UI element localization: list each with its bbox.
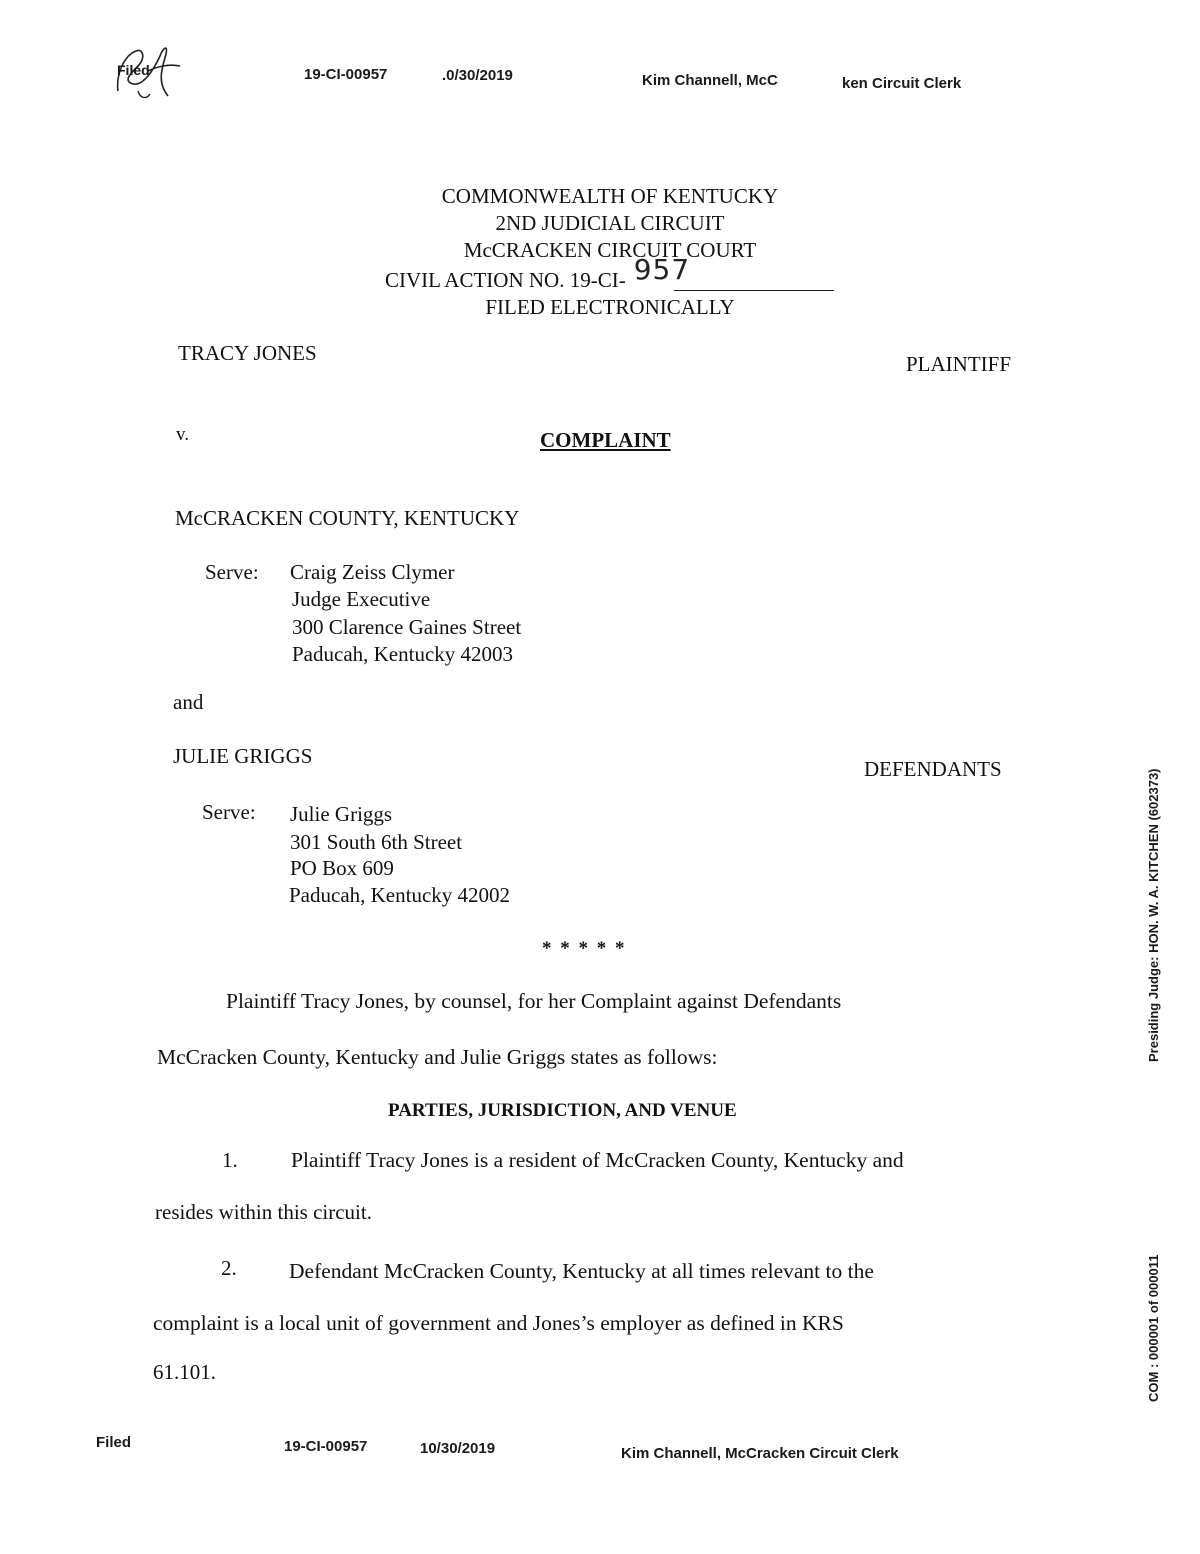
page-id-stamp: COM : 000001 of 000011 [1146, 1254, 1161, 1402]
plaintiff-label: PLAINTIFF [906, 352, 1012, 376]
serve2-name: Julie Griggs [290, 802, 393, 826]
paragraph-2-line-3: 61.101. [153, 1360, 216, 1384]
header-clerk-part2: ken Circuit Clerk [842, 75, 962, 92]
header-date: .0/30/2019 [442, 67, 513, 84]
footer-clerk: Kim Channell, McCracken Circuit Clerk [621, 1445, 899, 1462]
civil-action-handwritten-number: 957 [633, 253, 691, 286]
header-case-number: 19-CI-00957 [304, 66, 388, 83]
intro-line-1: Plaintiff Tracy Jones, by counsel, for her Complaint against Defendants [226, 989, 842, 1013]
section-separator: * * * * * [542, 938, 627, 959]
caption-commonwealth: COMMONWEALTH OF KENTUCKY [441, 184, 779, 208]
paragraph-2-line-1: Defendant McCracken County, Kentucky at all times relevant to the [289, 1259, 874, 1283]
plaintiff-name: TRACY JONES [178, 341, 317, 365]
civil-action-prefix: CIVIL ACTION NO. 19-CI- [385, 268, 626, 292]
serve1-title: Judge Executive [292, 587, 431, 611]
paragraph-2-number: 2. [221, 1256, 237, 1280]
serve2-street: 301 South 6th Street [290, 830, 463, 854]
serve-label-2: Serve: [202, 800, 256, 824]
paragraph-1-line-1: Plaintiff Tracy Jones is a resident of McCracken County, Kentucky and [291, 1148, 904, 1172]
footer-date: 10/30/2019 [420, 1440, 496, 1457]
footer-filed-label: Filed [96, 1434, 132, 1451]
intro-line-2: McCracken County, Kentucky and Julie Griggs states as follows: [157, 1045, 718, 1069]
footer-case-number: 19-CI-00957 [284, 1438, 368, 1455]
serve-label-1: Serve: [205, 560, 259, 584]
caption-filed-electronically: FILED ELECTRONICALLY [485, 295, 735, 319]
defendant-county: McCRACKEN COUNTY, KENTUCKY [175, 506, 520, 530]
and-conjunction: and [173, 690, 204, 714]
section-heading: PARTIES, JURISDICTION, AND VENUE [388, 1100, 737, 1121]
versus: v. [176, 424, 190, 445]
caption-judicial-circuit: 2ND JUDICIAL CIRCUIT [495, 211, 725, 235]
serve1-street: 300 Clarence Gaines Street [292, 615, 522, 639]
paragraph-1-line-2: resides within this circuit. [155, 1200, 372, 1224]
caption-court: McCRACKEN CIRCUIT COURT [463, 238, 757, 262]
defendant-griggs: JULIE GRIGGS [173, 744, 313, 768]
serve2-city: Paducah, Kentucky 42002 [289, 883, 511, 907]
header-clerk-part1: Kim Channell, McC [642, 72, 778, 89]
paragraph-1-number: 1. [222, 1148, 238, 1172]
civil-action-underline [674, 290, 834, 291]
court-caption [380, 183, 840, 321]
paragraph-2-line-2: complaint is a local unit of government and Jones’s employer as defined in KRS [153, 1311, 844, 1335]
serve1-city: Paducah, Kentucky 42003 [292, 642, 514, 666]
document-title: COMPLAINT [540, 428, 671, 452]
defendants-label: DEFENDANTS [864, 757, 1002, 781]
serve1-name: Craig Zeiss Clymer [290, 560, 455, 584]
serve2-pobox: PO Box 609 [290, 856, 394, 880]
header-filed-label: Filed [117, 62, 150, 78]
presiding-judge-stamp: Presiding Judge: HON. W. A. KITCHEN (602373) [1146, 768, 1161, 1062]
